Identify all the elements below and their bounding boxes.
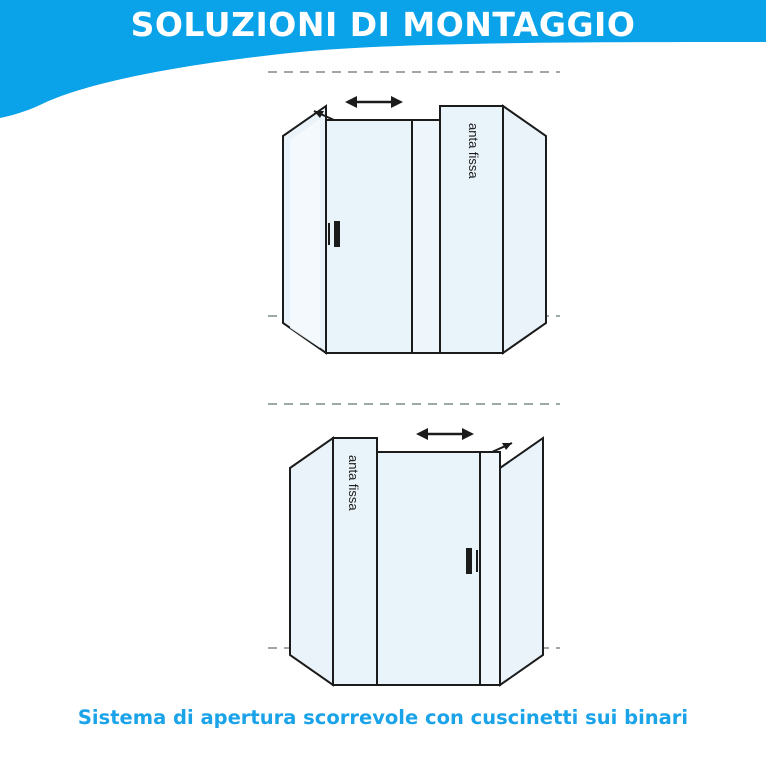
right-side-glass-panel — [500, 438, 543, 685]
left-side-glass-panel — [290, 438, 333, 685]
rail-direction-arrow — [492, 443, 512, 452]
footer-caption: Sistema di apertura scorrevole con cuscinetti sui binari — [77, 706, 689, 729]
right-side-glass-panel — [503, 106, 546, 353]
fixed-panel-label-bottom: anta fissa — [346, 455, 361, 511]
front-secondary-leaf — [412, 120, 440, 353]
diagram-shower-enclosure-bottom — [0, 380, 766, 720]
diagram-shower-enclosure-top — [0, 48, 766, 388]
front-secondary-leaf — [480, 452, 500, 685]
left-side-glass-highlight — [290, 119, 320, 348]
page-title: SOLUZIONI DI MONTAGGIO — [130, 5, 636, 44]
sliding-direction-arrow — [345, 96, 403, 108]
sliding-direction-arrow — [416, 428, 474, 440]
front-sliding-door — [377, 452, 480, 685]
fixed-panel-label-top: anta fissa — [466, 123, 481, 179]
